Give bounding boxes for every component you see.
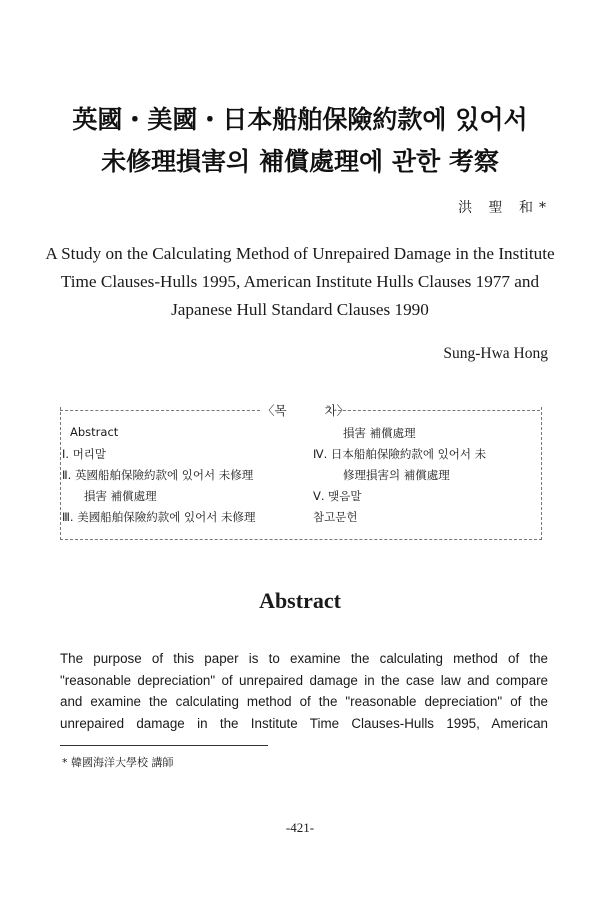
toc-item: 損害 補償處理 <box>84 489 157 503</box>
title-english-line-2: Time Clauses-Hulls 1995, American Institute Hulls Clauses 1977 and <box>60 272 540 291</box>
footnote-rule <box>60 745 268 746</box>
abstract-line: "reasonable depreciation" of unrepaired damage in the case law and compare <box>60 672 548 688</box>
toc-item: Ⅰ. 머리말 <box>62 447 107 461</box>
toc-item: Ⅴ. 맺음말 <box>313 489 362 503</box>
toc-item: Ⅳ. 日本船舶保險約款에 있어서 未 <box>313 447 487 461</box>
abstract-line: The purpose of this paper is to examine the calculating method of the <box>60 651 548 666</box>
title-english-line-3: Japanese Hull Standard Clauses 1990 <box>171 300 429 319</box>
toc-item: Ⅱ. 英國船舶保險約款에 있어서 未修理 <box>62 468 254 482</box>
toc-top-border-left <box>60 410 260 411</box>
author-english: Sung-Hwa Hong <box>443 345 548 362</box>
title-korean-line-2: 未修理損害의 補償處理에 관한 考察 <box>101 147 499 176</box>
toc-item: 修理損害의 補償處理 <box>343 468 450 482</box>
author-korean: 洪 聖 和* <box>458 200 552 216</box>
abstract-line: and examine the calculating method of the "reasonable depreciation" of the <box>60 694 548 709</box>
page-number: -421- <box>285 820 315 835</box>
toc-item: Abstract <box>70 425 119 439</box>
toc-heading-left: 〈목 <box>262 403 287 418</box>
abstract-line: unrepaired damage in the Institute Time Clauses-Hulls 1995, American <box>60 715 548 731</box>
toc-heading <box>262 401 350 419</box>
toc-item: 損害 補償處理 <box>343 426 416 440</box>
title-english-line-1: A Study on the Calculating Method of Unrepaired Damage in the Institute <box>45 244 555 263</box>
toc-item: 참고문헌 <box>313 510 358 524</box>
footnote-affiliation: * 韓國海洋大學校 講師 <box>62 756 174 769</box>
toc-top-border-right <box>338 410 540 411</box>
title-korean-line-1: 英國・美國・日本船舶保險約款에 있어서 <box>72 105 528 134</box>
abstract-paragraph <box>60 648 548 734</box>
toc-item: Ⅲ. 美國船舶保險約款에 있어서 未修理 <box>62 510 256 524</box>
abstract-heading: Abstract <box>259 588 341 613</box>
toc-heading-right: 차〉 <box>324 403 350 418</box>
